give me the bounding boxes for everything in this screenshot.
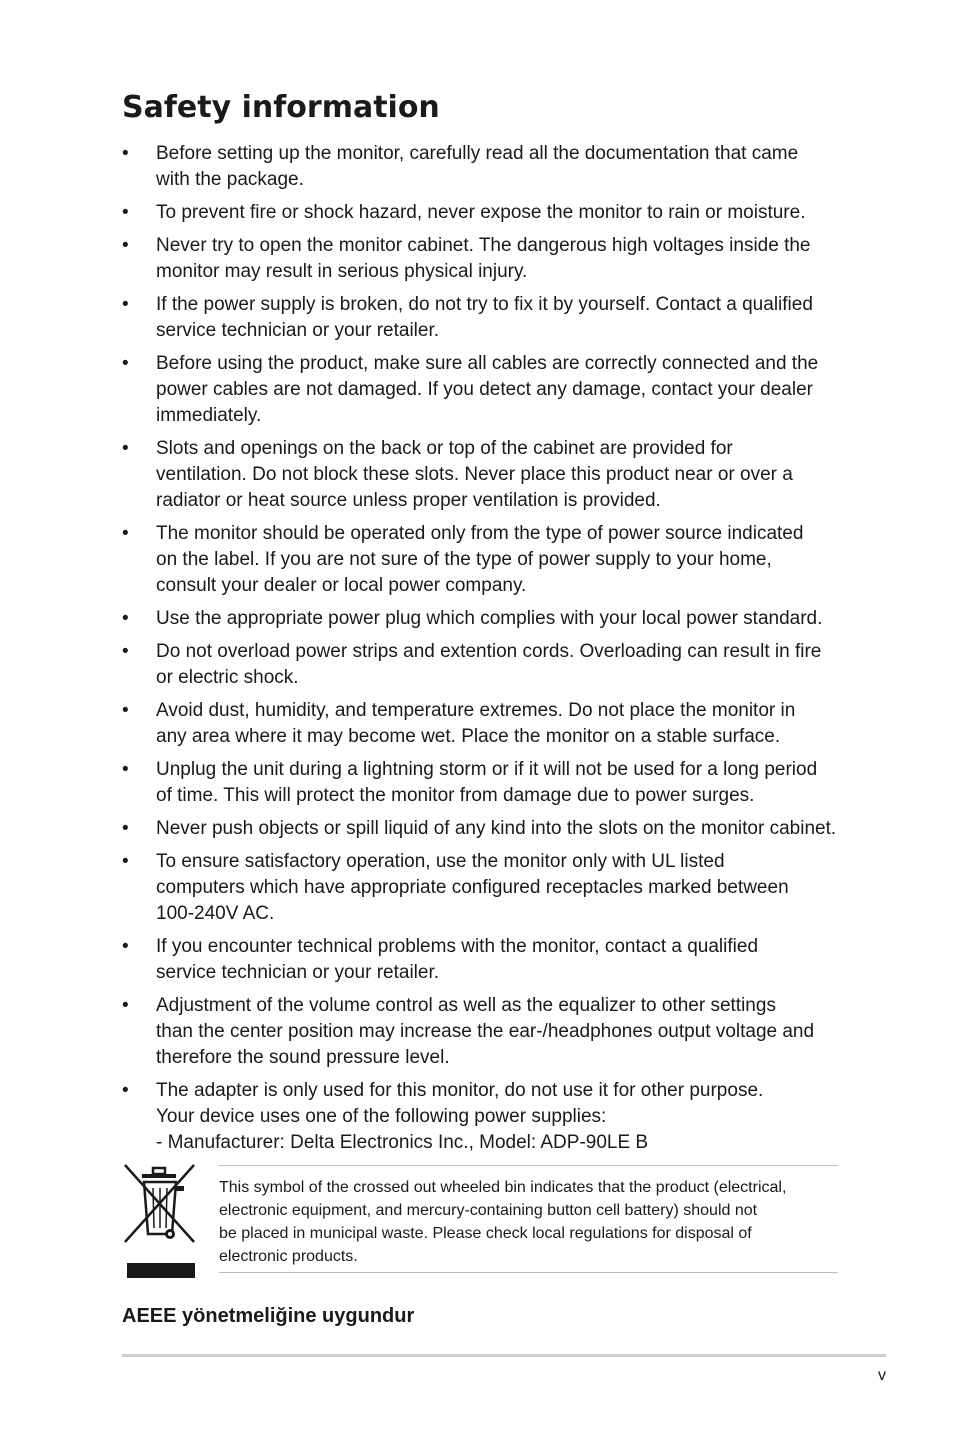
bullet-text-line: To prevent fire or shock hazard, never expose the monitor to rain or moisture. — [156, 202, 806, 223]
list-item — [122, 200, 842, 226]
bullet-text-line: of time. This will protect the monitor from damage due to power surges. — [156, 785, 755, 806]
bullet-mark: • — [122, 851, 129, 872]
list-item — [122, 1078, 842, 1156]
list-item — [122, 993, 842, 1071]
bullet-text-line: Before setting up the monitor, carefully read all the documentation that came — [156, 143, 799, 164]
bullet-mark: • — [122, 294, 129, 315]
aeee-compliance-heading: AEEE yönetmeliğine uygundur — [122, 1305, 415, 1327]
bullet-text-line: If the power supply is broken, do not try to fix it by yourself. Contact a qualified — [156, 294, 813, 315]
bullet-mark: • — [122, 818, 129, 839]
bullet-text-line: any area where it may become wet. Place the monitor on a stable surface. — [156, 726, 781, 747]
weee-notice-text — [219, 1165, 838, 1273]
weee-text-line: be placed in municipal waste. Please check local regulations for disposal of — [219, 1225, 752, 1242]
bullet-mark: • — [122, 995, 129, 1016]
list-item — [122, 934, 842, 986]
bullet-mark: • — [122, 202, 129, 223]
bullet-text-line: Your device uses one of the following power supplies: — [156, 1106, 607, 1127]
safety-bullet-list — [122, 141, 842, 1163]
bullet-mark: • — [122, 438, 129, 459]
bullet-text-line: Unplug the unit during a lightning storm or if it will not be used for a long period — [156, 759, 818, 780]
bullet-text-line: The adapter is only used for this monitor, do not use it for other purpose. — [156, 1080, 764, 1101]
list-item — [122, 436, 842, 514]
bullet-text-line: Never push objects or spill liquid of any kind into the slots on the monitor cabinet. — [156, 818, 837, 839]
footer-divider — [122, 1354, 886, 1357]
list-item — [122, 757, 842, 809]
bullet-text-line: The monitor should be operated only from the type of power source indicated — [156, 523, 804, 544]
bullet-mark: • — [122, 143, 129, 164]
list-item — [122, 639, 842, 691]
bullet-text-line: monitor may result in serious physical injury. — [156, 261, 528, 282]
bullet-text-line: Do not overload power strips and extention cords. Overloading can result in fire — [156, 641, 822, 662]
page-title: Safety information — [122, 90, 440, 125]
bullet-text-line: If you encounter technical problems with the monitor, contact a qualified — [156, 936, 759, 957]
bullet-mark: • — [122, 759, 129, 780]
bullet-text-line: service technician or your retailer. — [156, 962, 440, 983]
list-item — [122, 233, 842, 285]
bullet-mark: • — [122, 523, 129, 544]
bullet-text-line: Before using the product, make sure all cables are correctly connected and the — [156, 353, 819, 374]
bullet-text-line: ventilation. Do not block these slots. Never place this product near or over a — [156, 464, 793, 485]
bullet-text-line: immediately. — [156, 405, 262, 426]
bullet-text-line: consult your dealer or local power company. — [156, 575, 527, 596]
bullet-text-line: Adjustment of the volume control as well as the equalizer to other settings — [156, 995, 776, 1016]
bullet-text-line: Avoid dust, humidity, and temperature extremes. Do not place the monitor in — [156, 700, 796, 721]
bullet-text-line: with the package. — [156, 169, 304, 190]
bullet-text-line: on the label. If you are not sure of the type of power supply to your home, — [156, 549, 772, 570]
bullet-text-line: Never try to open the monitor cabinet. The dangerous high voltages inside the — [156, 235, 811, 256]
list-item — [122, 816, 842, 842]
page-number: v — [878, 1367, 886, 1384]
list-item — [122, 351, 842, 429]
bullet-text-line: radiator or heat source unless proper ventilation is provided. — [156, 490, 661, 511]
list-item — [122, 606, 842, 632]
list-item — [122, 849, 842, 927]
bullet-mark: • — [122, 700, 129, 721]
bullet-text-line: service technician or your retailer. — [156, 320, 440, 341]
bullet-mark: • — [122, 1080, 129, 1101]
weee-text-line: electronic products. — [219, 1248, 358, 1265]
list-item — [122, 521, 842, 599]
crossed-out-wheeled-bin-icon — [122, 1162, 198, 1280]
bullet-text-line: power cables are not damaged. If you detect any damage, contact your dealer — [156, 379, 813, 400]
bullet-text-line: than the center position may increase the ear-/headphones output voltage and — [156, 1021, 815, 1042]
bullet-text-line: Slots and openings on the back or top of the cabinet are provided for — [156, 438, 733, 459]
bullet-text-line: computers which have appropriate configured receptacles marked between — [156, 877, 789, 898]
bullet-mark: • — [122, 608, 129, 629]
bullet-text-line: To ensure satisfactory operation, use the monitor only with UL listed — [156, 851, 725, 872]
list-item — [122, 698, 842, 750]
weee-text-line: electronic equipment, and mercury-containing button cell battery) should not — [219, 1202, 758, 1219]
bullet-mark: • — [122, 235, 129, 256]
bullet-mark: • — [122, 353, 129, 374]
weee-notice — [122, 1162, 838, 1280]
bullet-text-line: - Manufacturer: Delta Electronics Inc., Model: ADP-90LE B — [156, 1132, 649, 1153]
weee-text-line: This symbol of the crossed out wheeled bin indicates that the product (electrical, — [219, 1179, 787, 1196]
bullet-mark: • — [122, 936, 129, 957]
bullet-text-line: 100-240V AC. — [156, 903, 275, 924]
bullet-text-line: therefore the sound pressure level. — [156, 1047, 450, 1068]
list-item — [122, 141, 842, 193]
list-item — [122, 292, 842, 344]
bullet-text-line: Use the appropriate power plug which complies with your local power standard. — [156, 608, 823, 629]
bullet-text-line: or electric shock. — [156, 667, 299, 688]
bullet-mark: • — [122, 641, 129, 662]
